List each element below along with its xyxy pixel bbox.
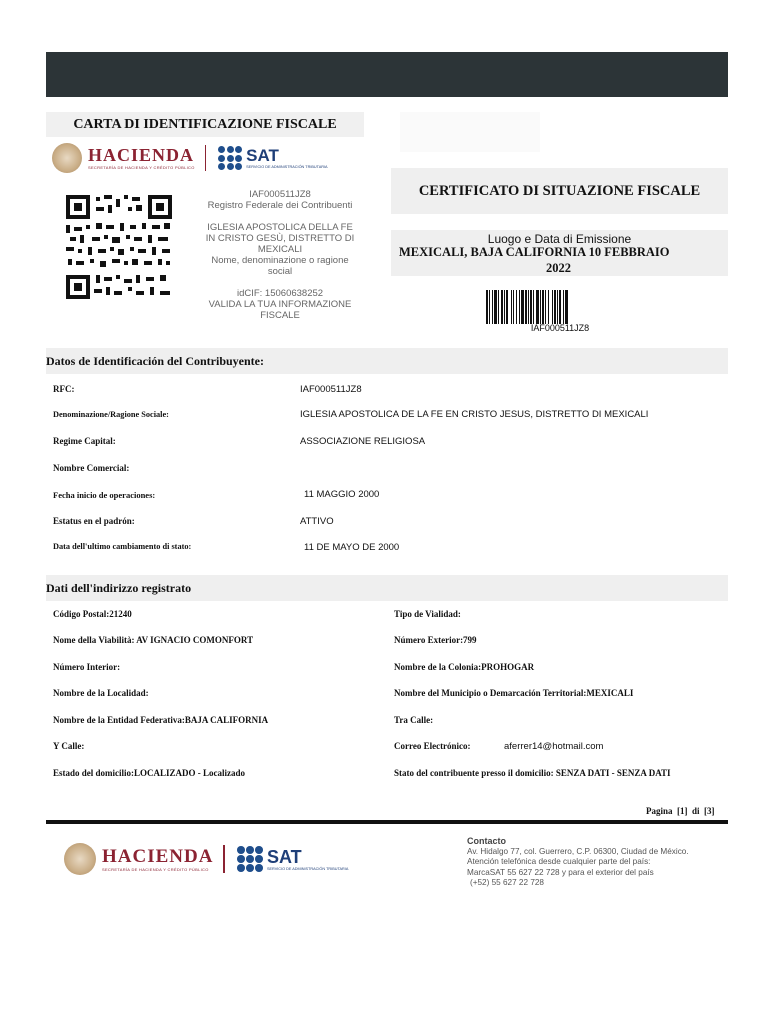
barcode-bar [519, 290, 520, 324]
field-value: 11 MAGGIO 2000 [304, 489, 380, 500]
hacienda-logo-text: HACIENDA [102, 845, 214, 867]
sat-logo-subtitle: SERVICIO DE ADMINISTRACIÓN TRIBUTARIA [246, 165, 328, 169]
hacienda-seal-icon [52, 143, 82, 173]
field-value: ASSOCIAZIONE RELIGIOSA [300, 436, 426, 447]
contact-block [467, 836, 689, 889]
address-field: Código Postal:21240 [53, 609, 132, 619]
barcode-bar [528, 290, 529, 324]
barcode-bar [501, 290, 503, 324]
barcode-bar [525, 290, 527, 324]
emission-label: Luogo e Data di Emissione [487, 232, 632, 246]
field-label: Fecha inicio de operaciones: [53, 490, 156, 500]
barcode-bar [554, 290, 556, 324]
barcode-bar [521, 290, 524, 324]
barcode-bar [504, 290, 505, 324]
name-line: IGLESIA APOSTOLICA DELLA FE [207, 222, 353, 233]
sat-logo-text: SAT [266, 846, 302, 867]
logo-bar [52, 142, 362, 174]
field-value: IAF000511JZ8 [300, 384, 362, 395]
barcode-bar [565, 290, 568, 324]
barcode-bar [540, 290, 541, 324]
logo-divider [205, 145, 207, 171]
name-line: IN CRISTO GESÙ, DISTRETTO DI [205, 233, 355, 244]
address-field: Nombre de la Entidad Federativa:BAJA CALIFORNIA [53, 715, 269, 725]
name-line: MEXICALI [257, 244, 303, 255]
name-caption: Nome, denominazione o ragione [211, 255, 349, 266]
barcode-bar [545, 290, 546, 324]
barcode-icon [486, 290, 634, 324]
header-bar [46, 52, 728, 97]
address-field: Estado del domicilio:LOCALIZADO - Localizado [53, 768, 246, 778]
logo-divider [223, 845, 225, 873]
barcode-bar [492, 290, 493, 324]
address-field: Correo Electrónico: [394, 741, 471, 751]
hacienda-logo-subtitle: SECRETARÍA DE HACIENDA Y CRÉDITO PÚBLICO [102, 866, 209, 872]
barcode-bar [516, 290, 517, 324]
field-label: Regime Capital: [53, 436, 116, 446]
address-field: Nombre de la Colonia:PROHOGAR [394, 662, 535, 672]
certificate-title: CERTIFICATO DI SITUAZIONE FISCALE [391, 168, 728, 214]
emission-value: MEXICALI, BAJA CALIFORNIA 10 FEBBRAIO [399, 245, 670, 259]
section-identification-title: Datos de Identificación del Contribuyente: [46, 348, 728, 374]
address-field: Tra Calle: [394, 715, 434, 725]
barcode-bar [511, 290, 512, 324]
barcode-bar [489, 290, 490, 324]
footer-logo-bar [64, 842, 384, 876]
address-field: Número Interior: [53, 662, 121, 672]
field-value: IGLESIA APOSTOLICA DE LA FE EN CRISTO JESUS, DISTRETTO DI MEXICALI [300, 409, 649, 420]
barcode-bar [559, 290, 561, 324]
barcode-bar [533, 290, 534, 324]
hacienda-logo-text: HACIENDA [88, 145, 195, 165]
contact-title: Contacto [467, 836, 506, 846]
field-label: Nombre Comercial: [53, 463, 130, 473]
field-label: Data dell'ultimo cambiamento di stato: [53, 542, 192, 551]
barcode-bar [536, 290, 539, 324]
barcode-bar [513, 290, 514, 324]
sat-logo-subtitle: SERVICIO DE ADMINISTRACIÓN TRIBUTARIA [266, 866, 349, 871]
rfc-caption: Registro Federale dei Contribuenti [207, 200, 353, 211]
barcode-bar [498, 290, 499, 324]
sat-dots-icon [218, 146, 242, 170]
emission-year: 2022 [546, 261, 571, 275]
hacienda-seal-icon [64, 843, 96, 875]
barcode-bar [486, 290, 488, 324]
field-value: ATTIVO [300, 516, 334, 527]
address-field: Nombre de la Localidad: [53, 688, 149, 698]
contact-line: Atención telefónica desde cualquier parte del país: [467, 857, 651, 866]
sat-logo-text: SAT [246, 146, 279, 165]
barcode-bar [552, 290, 553, 324]
qr-code-icon [66, 195, 172, 299]
address-field: Nombre del Municipio o Demarcación Territorial:MEXICALI [394, 688, 634, 698]
email-value: aferrer14@hotmail.com [504, 741, 604, 752]
address-field: Número Exterior:799 [394, 635, 477, 645]
blank-panel [400, 112, 540, 152]
idcif: idCIF: 15060638252 [236, 288, 324, 299]
sat-dots-icon [237, 846, 263, 872]
field-label: RFC: [53, 384, 75, 394]
validate-text: VALIDA LA TUA INFORMAZIONE [208, 299, 352, 310]
barcode-text: IAF000511JZ8 [530, 323, 590, 333]
barcode-bar [557, 290, 558, 324]
contact-line: MarcaSAT 55 627 22 728 y para el exterior del país [467, 867, 654, 877]
barcode-bar [506, 290, 508, 324]
card-title: CARTA DI IDENTIFICAZIONE FISCALE [46, 112, 364, 137]
hacienda-logo-subtitle: SECRETARÍA DE HACIENDA Y CRÉDITO PÚBLICO [88, 165, 195, 170]
field-value: 11 DE MAYO DE 2000 [304, 542, 400, 553]
contact-line: (+52) 55 627 22 728 [470, 878, 544, 887]
pagination: Pagina [1] di [3] [646, 806, 715, 816]
address-field: Stato del contribuente presso il domicilio: SENZA DATI - SENZA DATI [394, 768, 671, 778]
barcode-bar [494, 290, 497, 324]
barcode-bar [548, 290, 549, 324]
id-block [196, 189, 364, 321]
address-field: Nome della Viabilità: AV IGNACIO COMONFORT [53, 635, 254, 645]
emission-box [391, 230, 728, 276]
rfc-code: IAF000511JZ8 [249, 189, 311, 200]
name-caption: social [267, 266, 293, 277]
field-label: Estatus en el padrón: [53, 516, 135, 526]
barcode-bar [542, 290, 544, 324]
address-field: Tipo de Vialidad: [394, 609, 461, 619]
footer-divider [46, 820, 728, 824]
section-address-title: Dati dell'indirizzo registrato [46, 575, 728, 601]
barcode-bar [563, 290, 564, 324]
validate-text: FISCALE [260, 310, 300, 321]
address-field: Y Calle: [53, 741, 85, 751]
barcode-bar [530, 290, 532, 324]
field-label: Denominazione/Ragione Sociale: [53, 410, 169, 419]
contact-line: Av. Hidalgo 77, col. Guerrero, C.P. 06300, Ciudad de México. [467, 846, 689, 856]
